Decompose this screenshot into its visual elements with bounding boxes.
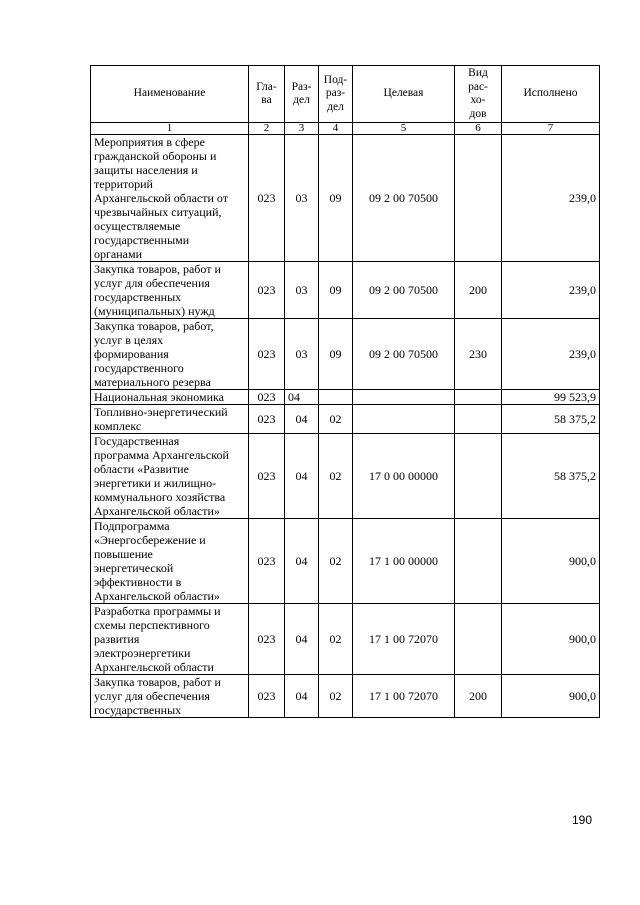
name-line: защиты населения и xyxy=(94,163,198,177)
cell-vid: 200 xyxy=(455,262,502,319)
header-podrazdel-line: дел xyxy=(327,100,344,113)
header-podrazdel xyxy=(319,66,353,123)
name-line: Закупка товаров, работ и xyxy=(94,262,221,276)
name-line: материального резерва xyxy=(94,375,211,389)
name-line: электроэнергетики xyxy=(94,646,191,660)
cell-tselevaya: 17 1 00 72070 xyxy=(353,675,455,718)
cell-glava: 023 xyxy=(249,604,285,675)
column-number: 7 xyxy=(502,123,600,135)
name-line: услуг для обеспечения xyxy=(94,689,210,703)
column-number: 1 xyxy=(91,123,249,135)
page-number: 190 xyxy=(572,813,593,827)
name-line: Национальная экономика xyxy=(94,390,224,404)
row-name xyxy=(91,604,249,675)
cell-ispolneno: 900,0 xyxy=(502,675,600,718)
cell-glava: 023 xyxy=(249,319,285,390)
cell-razdel: 04 xyxy=(285,390,319,405)
cell-podrazdel: 09 xyxy=(319,319,353,390)
row-name xyxy=(91,262,249,319)
name-line: комплекс xyxy=(94,419,142,433)
column-number: 4 xyxy=(319,123,353,135)
name-line: энергетической xyxy=(94,561,174,575)
cell-vid xyxy=(455,390,502,405)
name-line: коммунального хозяйства xyxy=(94,490,226,504)
cell-vid: 230 xyxy=(455,319,502,390)
cell-razdel: 04 xyxy=(285,519,319,604)
header-podrazdel-line: раз- xyxy=(325,87,346,100)
cell-vid xyxy=(455,604,502,675)
cell-tselevaya: 17 1 00 72070 xyxy=(353,604,455,675)
name-line: государственными xyxy=(94,233,190,247)
table-row xyxy=(91,604,600,675)
cell-razdel: 04 xyxy=(285,675,319,718)
cell-razdel: 04 xyxy=(285,434,319,519)
cell-ispolneno: 900,0 xyxy=(502,519,600,604)
name-line: чрезвычайных ситуаций, xyxy=(94,205,222,219)
table-row xyxy=(91,405,600,434)
name-line: Закупка товаров, работ, xyxy=(94,319,214,333)
cell-razdel: 03 xyxy=(285,135,319,262)
cell-vid xyxy=(455,135,502,262)
cell-podrazdel: 02 xyxy=(319,434,353,519)
name-line: органами xyxy=(94,247,143,261)
cell-tselevaya: 09 2 00 70500 xyxy=(353,319,455,390)
cell-razdel: 03 xyxy=(285,319,319,390)
cell-tselevaya: 09 2 00 70500 xyxy=(353,262,455,319)
row-name xyxy=(91,319,249,390)
name-line: развития xyxy=(94,632,140,646)
cell-podrazdel: 09 xyxy=(319,135,353,262)
column-number: 6 xyxy=(455,123,502,135)
cell-vid: 200 xyxy=(455,675,502,718)
column-number: 5 xyxy=(353,123,455,135)
name-line: Государственная xyxy=(94,434,180,448)
header-vid xyxy=(455,66,502,123)
cell-ispolneno: 58 375,2 xyxy=(502,434,600,519)
cell-tselevaya: 09 2 00 70500 xyxy=(353,135,455,262)
name-line: схемы перспективного xyxy=(94,618,210,632)
cell-glava: 023 xyxy=(249,135,285,262)
name-line: Разработка программы и xyxy=(94,604,221,618)
cell-podrazdel: 02 xyxy=(319,519,353,604)
row-name xyxy=(91,675,249,718)
cell-ispolneno: 239,0 xyxy=(502,319,600,390)
name-line: программа Архангельской xyxy=(94,448,229,462)
header-vid-line: рас- xyxy=(468,80,488,93)
header-razdel xyxy=(285,66,319,123)
header-podrazdel-line: Под- xyxy=(323,73,348,86)
cell-razdel: 04 xyxy=(285,405,319,434)
name-line: Закупка товаров, работ и xyxy=(94,675,221,689)
cell-ispolneno: 900,0 xyxy=(502,604,600,675)
name-line: эффективности в xyxy=(94,575,182,589)
cell-tselevaya: 17 1 00 00000 xyxy=(353,519,455,604)
header-vid-line: Вид xyxy=(468,67,488,79)
cell-tselevaya xyxy=(353,405,455,434)
cell-podrazdel: 09 xyxy=(319,262,353,319)
header-vid-line: дов xyxy=(469,107,487,120)
cell-glava: 023 xyxy=(249,262,285,319)
name-line: государственных xyxy=(94,703,182,717)
cell-ispolneno: 239,0 xyxy=(502,135,600,262)
header-glava-line: ва xyxy=(261,94,272,106)
cell-tselevaya xyxy=(353,390,455,405)
header-vid-line: хо- xyxy=(470,94,486,106)
cell-glava: 023 xyxy=(249,675,285,718)
cell-razdel: 03 xyxy=(285,262,319,319)
column-number-row xyxy=(91,123,600,135)
cell-glava: 023 xyxy=(249,434,285,519)
name-line: Архангельской области» xyxy=(94,589,220,603)
name-line: Архангельской области xyxy=(94,660,214,674)
header-tselevaya: Целевая xyxy=(353,66,455,123)
column-number: 2 xyxy=(249,123,285,135)
name-line: услуг для обеспечения xyxy=(94,276,210,290)
row-name xyxy=(91,519,249,604)
row-name xyxy=(91,434,249,519)
cell-podrazdel: 02 xyxy=(319,675,353,718)
name-line: Архангельской области от xyxy=(94,191,228,205)
cell-tselevaya: 17 0 00 00000 xyxy=(353,434,455,519)
name-line: «Энергосбережение и xyxy=(94,533,206,547)
name-line: услуг в целях xyxy=(94,333,164,347)
table-body xyxy=(91,135,600,718)
name-line: Мероприятия в сфере xyxy=(94,135,205,149)
header-glava xyxy=(249,66,285,123)
cell-glava: 023 xyxy=(249,405,285,434)
cell-ispolneno: 99 523,9 xyxy=(502,390,600,405)
header-razdel-line: Раз- xyxy=(291,80,312,93)
table-row xyxy=(91,390,600,405)
name-line: гражданской обороны и xyxy=(94,149,217,163)
budget-table xyxy=(90,65,600,718)
cell-ispolneno: 239,0 xyxy=(502,262,600,319)
table-row xyxy=(91,675,600,718)
table-row xyxy=(91,262,600,319)
cell-vid xyxy=(455,434,502,519)
name-line: осуществляемые xyxy=(94,219,181,233)
cell-glava: 023 xyxy=(249,519,285,604)
header-glava-line: Гла- xyxy=(256,80,277,93)
name-line: (муниципальных) нужд xyxy=(94,304,215,318)
name-line: энергетики и жилищно- xyxy=(94,476,217,490)
table-row xyxy=(91,434,600,519)
row-name xyxy=(91,405,249,434)
header-razdel-line: дел xyxy=(293,94,310,106)
name-line: области «Развитие xyxy=(94,462,189,476)
cell-ispolneno: 58 375,2 xyxy=(502,405,600,434)
name-line: государственного xyxy=(94,361,184,375)
column-number: 3 xyxy=(285,123,319,135)
cell-podrazdel xyxy=(319,390,353,405)
name-line: территорий xyxy=(94,177,153,191)
name-line: Подпрограмма xyxy=(94,519,170,533)
table-row xyxy=(91,135,600,262)
name-line: Архангельской области» xyxy=(94,504,220,518)
name-line: повышение xyxy=(94,547,153,561)
cell-podrazdel: 02 xyxy=(319,405,353,434)
name-line: государственных xyxy=(94,290,182,304)
table-row xyxy=(91,519,600,604)
cell-glava: 023 xyxy=(249,390,285,405)
row-name xyxy=(91,390,249,405)
cell-razdel: 04 xyxy=(285,604,319,675)
header-row xyxy=(91,66,600,123)
cell-vid xyxy=(455,405,502,434)
cell-podrazdel: 02 xyxy=(319,604,353,675)
row-name xyxy=(91,135,249,262)
table-row xyxy=(91,319,600,390)
name-line: Топливно-энергетический xyxy=(94,405,228,419)
header-ispolneno: Исполнено xyxy=(502,66,600,123)
header-name: Наименование xyxy=(91,66,249,123)
name-line: формирования xyxy=(94,347,169,361)
cell-vid xyxy=(455,519,502,604)
